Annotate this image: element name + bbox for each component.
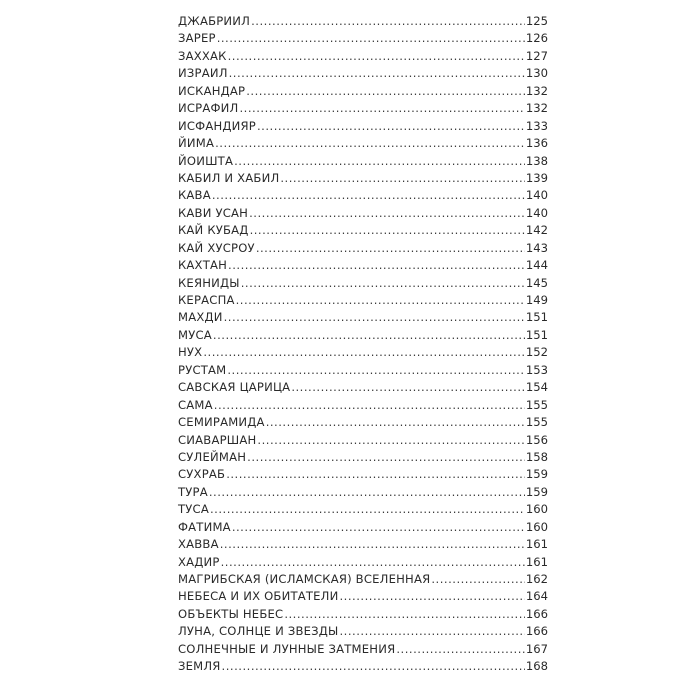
toc-entry [178, 292, 548, 309]
toc-entry-page-number: 161 [525, 554, 548, 569]
toc-entry-page-number: 166 [525, 606, 548, 621]
toc-entry-page-number: 166 [525, 624, 548, 639]
toc-entry-title: ДЖАБРИИЛ [178, 14, 251, 28]
toc-entry-title: ЗЕМЛЯ [178, 659, 221, 674]
toc-entry-title: САВСКАЯ ЦАРИЦА [178, 380, 291, 395]
toc-entry [178, 501, 548, 518]
toc-leader-dots [249, 205, 525, 222]
toc-leader-dots [210, 501, 525, 518]
toc-entry [178, 187, 548, 204]
toc-leader-dots [256, 240, 525, 257]
toc-leader-dots [229, 65, 525, 82]
toc-entry [178, 205, 548, 222]
toc-entry-page-number: 160 [525, 519, 548, 534]
toc-entry-page-number: 133 [525, 118, 548, 133]
toc-entry-page-number: 127 [525, 48, 548, 63]
toc-entry-page-number: 161 [525, 537, 548, 552]
toc-leader-dots [212, 187, 525, 204]
toc-entry-title: КЕЯНИДЫ [178, 275, 240, 290]
toc-entry [178, 606, 548, 623]
toc-entry-title: МАГРИБСКАЯ (ИСЛАМСКАЯ) ВСЕЛЕННАЯ [178, 572, 431, 586]
toc-leader-dots [232, 519, 525, 536]
toc-entry-page-number: 132 [525, 101, 548, 116]
toc-entry-title: НЕБЕСА И ИХ ОБИТАТЕЛИ [178, 589, 339, 604]
toc-entry-page-number: 156 [525, 432, 548, 447]
toc-leader-dots [257, 118, 525, 135]
toc-entry-title: КАБИЛ И ХАБИЛ [178, 170, 280, 185]
toc-entry-page-number: 155 [525, 415, 548, 430]
toc-entry-title: КАВИ УСАН [178, 205, 249, 220]
toc-entry-title: МАХДИ [178, 310, 223, 325]
toc-entry-title: КЕРАСПА [178, 293, 235, 307]
toc-entry [178, 257, 548, 274]
toc-entry [178, 13, 548, 30]
toc-entry-page-number: 167 [525, 641, 548, 656]
toc-entry-page-number: 145 [525, 275, 548, 290]
toc-entry-page-number: 140 [525, 188, 548, 203]
toc-entry [178, 379, 548, 396]
toc-entry-title: ХАВВА [178, 537, 219, 552]
toc-entry-title: ЙИМА [178, 136, 215, 151]
toc-entry [178, 641, 548, 658]
toc-entry [178, 275, 548, 292]
toc-entry-page-number: 143 [525, 240, 548, 255]
toc-entry [178, 414, 548, 431]
toc-entry-title: ИЗРАИЛ [178, 66, 228, 81]
toc-leader-dots [251, 13, 525, 30]
toc-leader-dots [221, 554, 525, 571]
toc-entry [178, 48, 548, 65]
toc-entry-page-number: 160 [525, 502, 548, 517]
toc-leader-dots [234, 153, 525, 170]
toc-leader-dots [220, 536, 525, 553]
toc-entry-title: ФАТИМА [178, 519, 231, 534]
toc-entry-title: КАЙ ХУСРОУ [178, 240, 255, 255]
toc-leader-dots [214, 397, 525, 414]
toc-entry-page-number: 138 [525, 153, 548, 168]
toc-entry [178, 344, 548, 361]
toc-entry-title: КАЙ КУБАД [178, 223, 249, 238]
toc-leader-dots [227, 362, 524, 379]
toc-leader-dots [247, 449, 525, 466]
toc-entry-page-number: 132 [525, 83, 548, 98]
toc-entry-page-number: 159 [525, 467, 548, 482]
toc-entry [178, 30, 548, 47]
toc-entry-title: ТУРА [178, 484, 208, 499]
toc-leader-dots [339, 623, 524, 640]
toc-entry [178, 397, 548, 414]
table-of-contents [178, 13, 548, 676]
toc-leader-dots [431, 571, 525, 588]
toc-entry [178, 309, 548, 326]
toc-leader-dots [284, 606, 525, 623]
toc-entry-page-number: 153 [525, 362, 548, 377]
toc-entry-page-number: 126 [525, 31, 548, 46]
toc-leader-dots [209, 484, 525, 501]
toc-entry [178, 466, 548, 483]
toc-leader-dots [239, 100, 524, 117]
toc-leader-dots [213, 327, 525, 344]
toc-entry-page-number: 149 [525, 293, 548, 307]
toc-leader-dots [257, 432, 524, 449]
toc-entry [178, 658, 548, 675]
toc-entry-title: ЛУНА, СОЛНЦЕ И ЗВЕЗДЫ [178, 624, 339, 639]
toc-entry-title: МУСА [178, 327, 212, 342]
toc-entry [178, 571, 548, 588]
toc-entry-page-number: 158 [525, 449, 548, 464]
toc-entry-page-number: 152 [525, 345, 548, 360]
toc-leader-dots [291, 379, 525, 396]
toc-entry-page-number: 151 [525, 327, 548, 342]
toc-entry [178, 100, 548, 117]
toc-entry-title: ИСКАНДАР [178, 83, 246, 98]
toc-entry-title: ИСФАНДИЯР [178, 118, 256, 133]
toc-entry-title: САМА [178, 397, 213, 412]
toc-entry [178, 135, 548, 152]
toc-entry-page-number: 162 [525, 572, 548, 586]
toc-entry [178, 536, 548, 553]
toc-leader-dots [224, 309, 525, 326]
toc-entry [178, 327, 548, 344]
toc-entry-title: НУХ [178, 345, 203, 360]
toc-entry [178, 222, 548, 239]
toc-entry [178, 240, 548, 257]
toc-entry-page-number: 155 [525, 397, 548, 412]
toc-entry-title: ЗАХХАК [178, 48, 227, 63]
toc-entry [178, 83, 548, 100]
toc-leader-dots [236, 292, 525, 309]
toc-entry [178, 362, 548, 379]
toc-entry [178, 170, 548, 187]
toc-leader-dots [215, 135, 525, 152]
toc-entry-page-number: 136 [525, 136, 548, 151]
toc-entry-page-number: 168 [525, 659, 548, 674]
toc-entry [178, 484, 548, 501]
toc-entry-page-number: 139 [525, 170, 548, 185]
toc-leader-dots [396, 641, 525, 658]
toc-entry [178, 65, 548, 82]
toc-leader-dots [339, 588, 524, 605]
toc-entry [178, 432, 548, 449]
toc-entry [178, 554, 548, 571]
toc-leader-dots [228, 257, 525, 274]
toc-entry-title: СИАВАРШАН [178, 432, 257, 447]
toc-leader-dots [241, 275, 525, 292]
toc-entry [178, 153, 548, 170]
toc-leader-dots [250, 222, 525, 239]
toc-leader-dots [222, 658, 525, 675]
toc-entry-title: ЗАРЕР [178, 31, 216, 46]
toc-entry-title: ЙОИШТА [178, 153, 234, 168]
toc-leader-dots [280, 170, 524, 187]
toc-entry [178, 519, 548, 536]
toc-entry-title: СУЛЕЙМАН [178, 449, 247, 464]
toc-entry-page-number: 140 [525, 205, 548, 220]
toc-entry [178, 449, 548, 466]
toc-entry-title: РУСТАМ [178, 362, 227, 377]
toc-entry-title: КАХТАН [178, 258, 228, 273]
toc-entry-page-number: 159 [525, 484, 548, 499]
toc-leader-dots [226, 466, 525, 483]
toc-leader-dots [228, 48, 525, 65]
toc-entry-title: КАВА [178, 188, 211, 203]
toc-entry-title: СЕМИРАМИДА [178, 415, 265, 430]
toc-entry-page-number: 130 [525, 66, 548, 81]
toc-entry-title: ОБЪЕКТЫ НЕБЕС [178, 606, 284, 621]
toc-entry-page-number: 151 [525, 310, 548, 325]
toc-entry-page-number: 154 [525, 380, 548, 395]
toc-entry-page-number: 125 [525, 14, 548, 28]
toc-entry-page-number: 164 [525, 589, 548, 604]
toc-entry-title: СУХРАБ [178, 467, 226, 482]
toc-entry-page-number: 142 [525, 223, 548, 238]
toc-entry-title: ТУСА [178, 502, 209, 517]
toc-entry-title: СОЛНЕЧНЫЕ И ЛУННЫЕ ЗАТМЕНИЯ [178, 641, 396, 656]
toc-leader-dots [217, 30, 525, 47]
toc-leader-dots [203, 344, 525, 361]
toc-entry-title: ХАДИР [178, 554, 220, 569]
toc-leader-dots [266, 414, 525, 431]
toc-entry-page-number: 144 [525, 258, 548, 273]
toc-entry [178, 118, 548, 135]
toc-entry [178, 588, 548, 605]
toc-leader-dots [246, 83, 525, 100]
toc-entry-title: ИСРАФИЛ [178, 101, 239, 116]
toc-entry [178, 623, 548, 640]
